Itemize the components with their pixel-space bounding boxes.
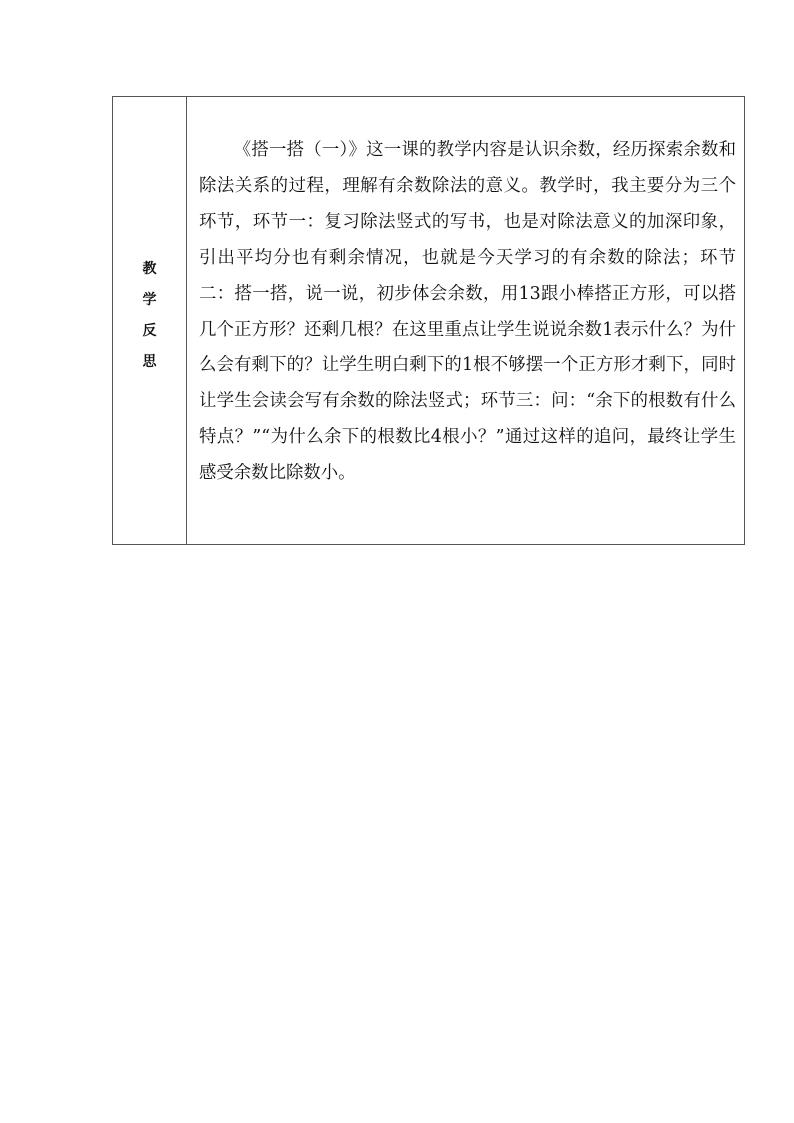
teaching-reflection-table	[112, 96, 745, 545]
label-char-jiao: 教	[142, 260, 157, 277]
label-char-fan: 反	[142, 322, 157, 339]
row-label-cell	[113, 97, 187, 544]
label-char-xue: 学	[142, 291, 157, 308]
reflection-content-cell	[187, 97, 744, 544]
reflection-paragraph: 《搭一搭（一）》这一课的教学内容是认识余数，经历探索余数和除法关系的过程，理解有余数除法的意义。教学时，我主要分为三个环节，环节一：复习除法竖式的写书，也是对除法意义的加深印象，引出平均分也有剩余情况，也就是今天学习的有余数的除法；环节二：搭一搭，说一说，初步体会余数，用13跟小棒搭正方形，可以搭几个正方形？还剩几根？在这里重点让学生说说余数1表示什么？为什么会有剩下的？让学生明白剩下的1根不够摆一个正方形才剩下，同时让学生会读会写有余数的除法竖式；环节三：问：“余下的根数有什么特点？”“为什么余下的根数比4根小？”通过这样的追问，最终让学生感受余数比除数小。	[199, 140, 736, 484]
label-char-si: 思	[142, 353, 157, 370]
